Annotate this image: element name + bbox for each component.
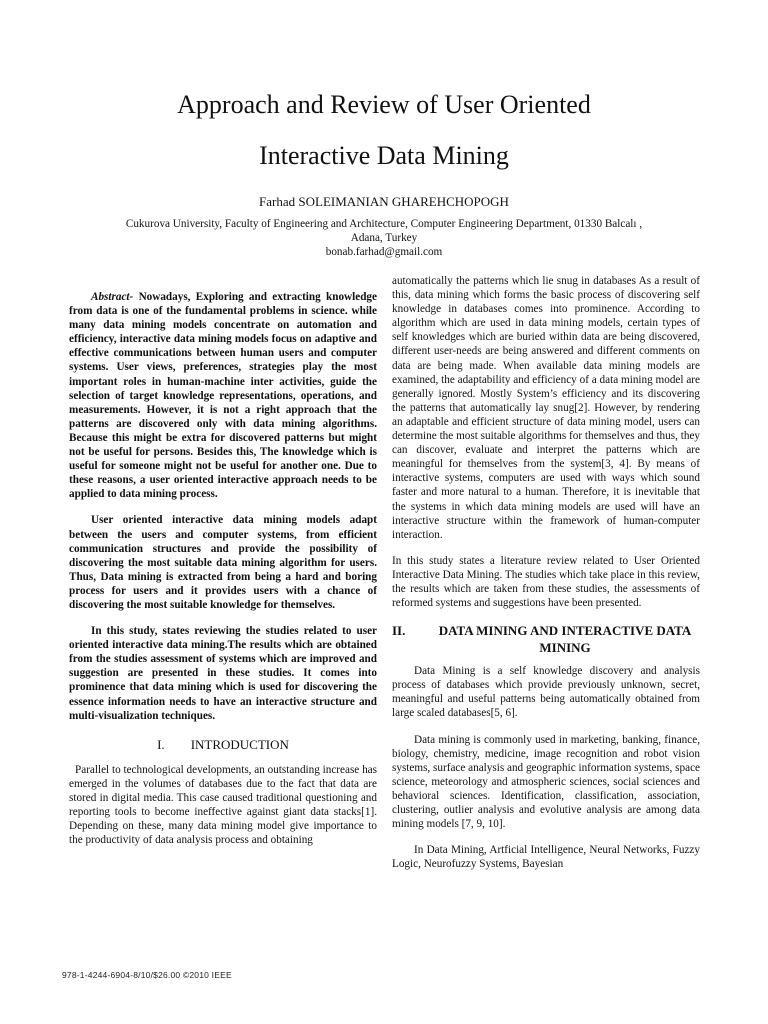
affiliation-line-1: Cukurova University, Faculty of Engineering and Architecture, Computer Engineering Department, 01330 Balcalı , (125, 218, 643, 230)
author-email: bonab.farhad@gmail.com (325, 246, 443, 258)
introduction-paragraph-3: In this study states a literature review related to User Oriented Interactive Data Mining. The studies which take place in this review, the results which are taken from these studies, the assessments of reformed systems and suggestions have been presented. (392, 554, 700, 610)
affiliation (60, 217, 708, 259)
abstract-paragraph-3: In this study, states reviewing the studies related to user oriented interactive data mining.The results which are obtained from the studies assessment of systems which are improved and suggestion are presented in these studies. It comes into prominence that data mining which is used for discovering the essence information needs to have an interactive structure and multi-visualization techniques. (69, 625, 377, 722)
introduction-paragraph-1: Parallel to technological developments, an outstanding increase has emerged in the volumes of databases due to the fact that data are stored in digital media. This case caused traditional questioning and reporting tools to become ineffective against giant data stacks[1]. Depending on these, many data mining model give importance to the productivity of data analysis process and obtaining (69, 763, 377, 847)
left-column (69, 290, 377, 847)
abstract-label: Abstract- (91, 291, 134, 303)
section-1-number: I. (157, 736, 165, 752)
right-column (392, 274, 700, 871)
abstract-paragraph-1 (69, 290, 377, 501)
section-2-number: II. (392, 623, 406, 639)
copyright-footer: 978-1-4244-6904-8/10/$26.00 ©2010 IEEE (62, 970, 232, 980)
abstract-paragraph-2: User oriented interactive data mining models adapt between the users and computer systems, from efficient communication structures and provide the possibility of discovering the most suitable data mining algorithm for users. Thus, Data mining is extracted from being a hard and boring process for users and it provides users with a chance of discovering the most suitable knowledge for themselves. (69, 514, 377, 611)
section-2-title: DATA MINING AND INTERACTIVE DATA MINING (438, 623, 692, 656)
section-2-heading (392, 622, 700, 656)
introduction-paragraph-2: automatically the patterns which lie snug in databases As a result of this, data mining which forms the basic process of discovering self knowledge in databases comes into prominence. According to algorithm which are used in data mining models, certain types of self knowledges which are buried within data are being discovered, different user-needs are being answered and different comments on data are being made. When available data mining models are examined, the adaptability and efficiency of a data mining model are generally ignored. Mostly System’s efficiency and its discovering the patterns that automatically lay snug[2]. However, by rendering an adaptable and efficient structure of data mining model, users can determine the most suitable algorithms for themselves and thus, they can discover, evaluate and interpret the patterns which are meaningful for themselves from the system[3, 4]. By means of interactive systems, computers are used with ways which sound faster and more natural to a human. Therefore, it is inevitable that the systems in which data mining models are used will have an interactive structure within the framework of human-computer interaction. (392, 275, 700, 541)
author-name: Farhad SOLEIMANIAN GHAREHCHOPOGH (259, 194, 509, 209)
section-1-title: INTRODUCTION (190, 736, 289, 752)
section-2-paragraph-2: Data mining is commonly used in marketing, banking, finance, biology, chemistry, medicine, image recognition and robot vision systems, surface analysis and geographic information systems, space science, meteorology and atmospheric sciences, social sciences and behavioral sciences. Identification, classification, association, clustering, outlier analysis and evolutive analysis are among data mining models [7, 9, 10]. (392, 733, 700, 831)
paper-title-line-2: Interactive Data Mining (259, 141, 509, 170)
affiliation-line-2: Adana, Turkey (350, 232, 418, 244)
abstract-text-1: Nowadays, Exploring and extracting knowledge from data is one of the fundamental problems in science. while many data mining models concentrate on automation and efficiency, interactive data mining models focus on adaptive and effective communications between human users and computer systems. User views, preferences, strategies play the most important roles in human-machine inter activities, guide the selection of target knowledge representations, operations, and measurements. However, it is not a right approach that the patterns are discovered only with data mining algorithms. Because this might be extra for discovered patterns but might not be useful for persons. Besides this, The knowledge which is useful for someone might not be useful for another one. Due to these reasons, a user oriented interactive approach needs to be applied to data mining process. (69, 291, 377, 501)
paper-title-line-1: Approach and Review of User Oriented (177, 90, 591, 119)
section-1-heading (69, 737, 377, 753)
section-2-paragraph-3: In Data Mining, Artficial Intelligence, Neural Networks, Fuzzy Logic, Neurofuzzy Systems, Bayesian (392, 844, 700, 871)
section-2-paragraph-1: Data Mining is a self knowledge discovery and analysis process of databases which provide previously unknown, secret, meaningful and useful patterns being automatically obtained from large scaled databases[5, 6]. (392, 665, 700, 720)
